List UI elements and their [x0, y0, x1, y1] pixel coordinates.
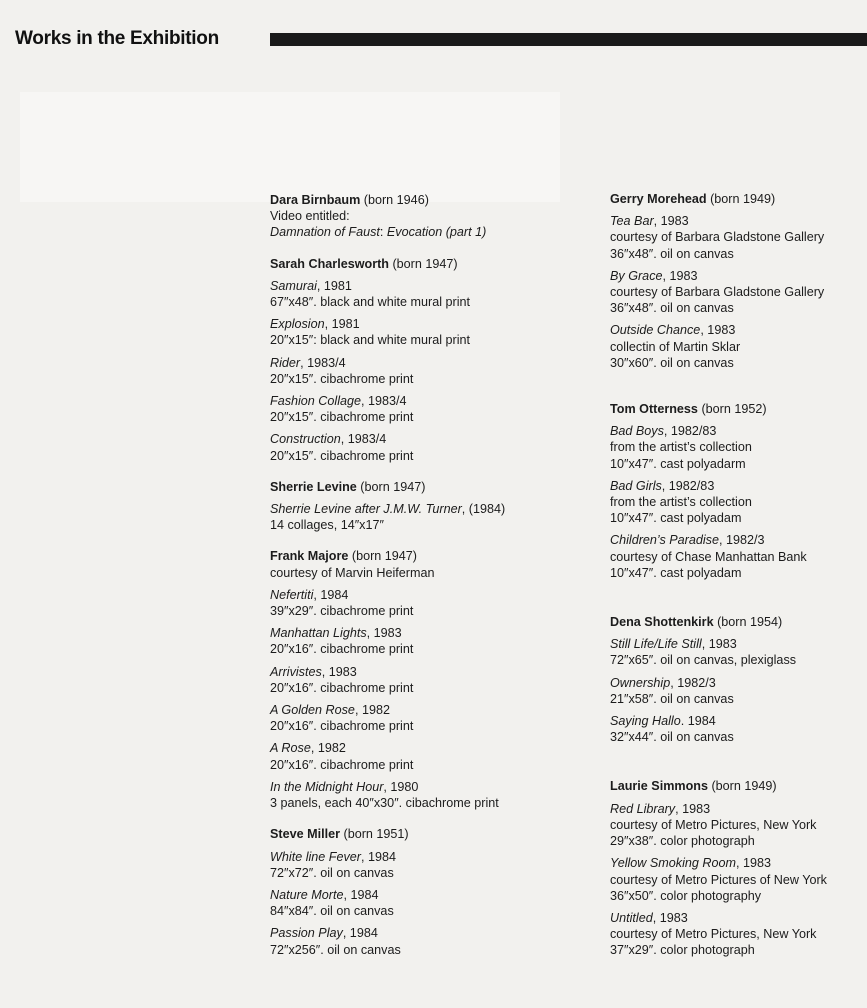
- work-title: White line Fever: [270, 849, 361, 864]
- work-entry: [270, 740, 570, 772]
- work-title: Red Library: [610, 801, 676, 816]
- work-text: collectin of Martin Sklar: [610, 339, 741, 354]
- artist-name: Steve Miller: [270, 827, 340, 842]
- artist-name: Sarah Charlesworth: [270, 256, 389, 271]
- work-entry: [270, 278, 570, 310]
- work-line: [610, 510, 867, 526]
- work-text: , 1981: [324, 317, 360, 332]
- work-line: [610, 729, 867, 745]
- work-line: [610, 494, 867, 510]
- work-title: Evocation (part 1): [386, 225, 487, 240]
- work-line: [270, 501, 570, 517]
- artist-born: (born 1946): [360, 193, 429, 207]
- work-text: , 1984: [343, 887, 379, 902]
- work-text: , 1982: [354, 703, 390, 718]
- artist-name: Tom Otterness: [610, 402, 698, 417]
- work-line: [270, 224, 570, 240]
- work-text: 20″x16″. cibachrome print: [270, 757, 414, 772]
- page-title: Works in the Exhibition: [15, 28, 219, 49]
- work-line: [610, 439, 867, 455]
- work-title: Yellow Smoking Room: [610, 856, 736, 871]
- work-line: [270, 757, 570, 773]
- work-text: 84″x84″. oil on canvas: [270, 904, 394, 919]
- work-line: [270, 795, 570, 811]
- work-entry: [610, 675, 867, 707]
- work-line: [610, 423, 867, 439]
- work-entry: [270, 316, 570, 348]
- work-text: , 1983/4: [340, 432, 387, 447]
- work-line: [610, 478, 867, 494]
- work-text: . 1984: [680, 714, 716, 729]
- work-title: Sherrie Levine after J.M.W. Turner: [270, 502, 462, 517]
- work-text: Video entitled:: [270, 209, 350, 224]
- work-text: 36″x50″. color photography: [610, 888, 762, 903]
- artist-born: (born 1952): [697, 402, 767, 417]
- work-line: [270, 431, 570, 447]
- artist-heading: [270, 192, 570, 208]
- artist-entry: [270, 826, 570, 957]
- work-text: 29″x38″. color photograph: [610, 834, 755, 849]
- work-title: Damnation of Faust: [270, 225, 380, 240]
- work-text: , 1983: [652, 910, 688, 925]
- work-line: [610, 284, 867, 300]
- work-line: [270, 355, 570, 371]
- work-text: 20″x15″: black and white mural print: [270, 333, 471, 348]
- work-text: 20″x15″. cibachrome print: [270, 410, 414, 425]
- artist-entry: [610, 401, 867, 581]
- work-line: [270, 294, 570, 310]
- work-entry: [270, 587, 570, 619]
- work-line: [610, 713, 867, 729]
- work-line: [610, 872, 867, 888]
- work-title: Samurai: [270, 278, 317, 293]
- work-text: from the artist’s collection: [610, 440, 752, 455]
- work-text: courtesy of Metro Pictures, New York: [610, 817, 817, 832]
- work-text: , (1984): [461, 502, 506, 517]
- work-text: courtesy of Marvin Heiferman: [270, 565, 435, 580]
- work-entry: [610, 213, 867, 262]
- work-line: [610, 300, 867, 316]
- work-text: 39″x29″. cibachrome print: [270, 604, 414, 619]
- work-line: [610, 652, 867, 668]
- work-line: [610, 833, 867, 849]
- work-text: , 1982/3: [670, 675, 716, 690]
- work-line: [270, 208, 570, 224]
- works-column-left: [270, 192, 570, 973]
- work-line: [610, 268, 867, 284]
- work-title: Bad Girls: [610, 478, 662, 493]
- artist-entry: [610, 778, 867, 958]
- artist-entry: [610, 614, 867, 745]
- work-text: courtesy of Barbara Gladstone Gallery: [610, 230, 825, 245]
- work-title: A Golden Rose: [270, 703, 355, 718]
- work-text: 21″x58″. oil on canvas: [610, 691, 734, 706]
- page-shade: [20, 92, 560, 202]
- artist-name: Laurie Simmons: [610, 779, 708, 794]
- work-title: Nature Morte: [270, 887, 344, 902]
- work-entry: [270, 431, 570, 463]
- work-text: courtesy of Metro Pictures of New York: [610, 872, 827, 887]
- artist-entry: [610, 191, 867, 371]
- work-text: 72″x72″. oil on canvas: [270, 865, 394, 880]
- work-text: , 1983: [366, 626, 402, 641]
- work-text: 20″x16″. cibachrome print: [270, 680, 414, 695]
- work-line: [270, 702, 570, 718]
- work-entry: [270, 355, 570, 387]
- artist-heading: [610, 191, 867, 207]
- artist-name: Dara Birnbaum: [270, 193, 361, 207]
- work-line: [270, 887, 570, 903]
- artist-heading: [610, 614, 867, 630]
- work-line: [270, 625, 570, 641]
- work-line: [270, 779, 570, 795]
- work-line: [610, 942, 867, 958]
- work-text: , 1984: [313, 587, 349, 602]
- work-line: [270, 942, 570, 958]
- work-text: 72″x65″. oil on canvas, plexiglass: [610, 653, 797, 668]
- work-entry: [610, 801, 867, 850]
- work-entry: [270, 393, 570, 425]
- work-text: , 1983: [736, 856, 772, 871]
- work-text: , 1982: [310, 741, 346, 756]
- work-line: [270, 603, 570, 619]
- work-line: [270, 393, 570, 409]
- artist-heading: [610, 401, 867, 417]
- work-entry: [610, 268, 867, 317]
- work-text: , 1983: [662, 268, 698, 283]
- work-line: [270, 371, 570, 387]
- work-entry: [270, 664, 570, 696]
- works-column-right: [610, 191, 867, 974]
- work-title: Construction: [270, 432, 341, 447]
- work-text: 10″x47″. cast polyadam: [610, 565, 742, 580]
- work-line: [270, 718, 570, 734]
- work-text: , 1981: [316, 278, 352, 293]
- work-line: [270, 278, 570, 294]
- work-entry: [270, 887, 570, 919]
- artist-name: Gerry Morehead: [610, 192, 707, 206]
- work-text: , 1983/4: [300, 355, 346, 370]
- work-text: 37″x29″. color photograph: [610, 943, 755, 958]
- artist-heading: [270, 548, 570, 564]
- work-title: Saying Hallo: [610, 714, 681, 729]
- work-text: 20″x15″. cibachrome print: [270, 448, 414, 463]
- work-line: [610, 888, 867, 904]
- work-title: Passion Play: [270, 926, 343, 941]
- work-entry: [610, 423, 867, 472]
- work-line: [270, 740, 570, 756]
- work-text: , 1984: [342, 926, 378, 941]
- work-text: , 1983: [321, 664, 357, 679]
- work-title: Tea Bar: [610, 214, 654, 229]
- work-line: [270, 448, 570, 464]
- work-line: [270, 565, 570, 581]
- work-text: 20″x16″. cibachrome print: [270, 719, 414, 734]
- work-text: , 1982/3: [718, 533, 765, 548]
- artist-heading: [610, 778, 867, 794]
- work-text: courtesy of Metro Pictures, New York: [610, 927, 817, 942]
- work-line: [610, 817, 867, 833]
- header-rule: [270, 33, 867, 46]
- work-text: , 1984: [361, 849, 397, 864]
- work-title: Still Life/Life Still: [610, 637, 702, 652]
- work-text: 20″x15″. cibachrome print: [270, 371, 414, 386]
- artist-born: (born 1954): [713, 615, 783, 630]
- work-line: [270, 332, 570, 348]
- work-entry: [610, 532, 867, 581]
- work-line: [610, 565, 867, 581]
- work-entry: [610, 322, 867, 371]
- work-text: 10″x47″. cast polyadam: [610, 511, 742, 526]
- work-line: [270, 641, 570, 657]
- work-line: [270, 409, 570, 425]
- artist-entry: [270, 192, 570, 241]
- artist-entry: [270, 479, 570, 534]
- work-text: , 1982/83: [661, 478, 715, 493]
- work-text: 72″x256″. oil on canvas: [270, 942, 401, 957]
- work-line: [610, 456, 867, 472]
- artist-born: (born 1951): [340, 827, 409, 842]
- work-line: [610, 532, 867, 548]
- work-line: [270, 517, 570, 533]
- work-line: [610, 801, 867, 817]
- work-text: , 1983: [701, 637, 737, 652]
- work-line: [610, 636, 867, 652]
- work-title: Fashion Collage: [270, 394, 362, 409]
- work-entry: [610, 713, 867, 745]
- work-line: [610, 549, 867, 565]
- work-text: 10″x47″. cast polyadarm: [610, 456, 746, 471]
- work-title: Children’s Paradise: [610, 533, 719, 548]
- work-title: By Grace: [610, 268, 663, 283]
- work-line: [270, 865, 570, 881]
- work-line: [270, 587, 570, 603]
- work-line: [270, 316, 570, 332]
- work-text: , 1982/83: [663, 424, 717, 439]
- work-title: Bad Boys: [610, 424, 664, 439]
- work-title: Arrivistes: [270, 664, 322, 679]
- artist-born: (born 1949): [706, 192, 776, 206]
- work-text: :: [379, 225, 387, 240]
- work-line: [270, 903, 570, 919]
- work-title: Untitled: [610, 910, 653, 925]
- work-text: , 1983: [675, 801, 711, 816]
- work-line: [610, 322, 867, 338]
- work-entry: [270, 849, 570, 881]
- work-line: [610, 246, 867, 262]
- work-text: 67″x48″. black and white mural print: [270, 295, 471, 310]
- work-entry: [610, 910, 867, 959]
- work-text: , 1983: [700, 323, 736, 338]
- work-entry: [270, 925, 570, 957]
- work-entry: [610, 855, 867, 904]
- work-line: [610, 339, 867, 355]
- work-title: Nefertiti: [270, 587, 314, 602]
- work-title: Outside Chance: [610, 323, 701, 338]
- work-text: 20″x16″. cibachrome print: [270, 642, 414, 657]
- work-text: , 1980: [383, 779, 419, 794]
- artist-heading: [270, 479, 570, 495]
- work-line: [610, 213, 867, 229]
- work-line: [610, 229, 867, 245]
- work-text: from the artist’s collection: [610, 495, 752, 510]
- artist-name: Sherrie Levine: [270, 479, 357, 494]
- work-text: , 1983/4: [361, 394, 407, 409]
- artist-entry: [270, 256, 570, 464]
- work-line: [270, 664, 570, 680]
- work-entry: [610, 636, 867, 668]
- artist-born: (born 1949): [707, 779, 777, 794]
- artist-born: (born 1947): [388, 256, 458, 271]
- work-title: A Rose: [270, 741, 311, 756]
- artist-heading: [270, 826, 570, 842]
- work-text: 36″x48″. oil on canvas: [610, 246, 734, 261]
- work-line: [270, 680, 570, 696]
- work-line: [610, 926, 867, 942]
- work-line: [610, 910, 867, 926]
- work-entry: [270, 625, 570, 657]
- artist-entry: [270, 548, 570, 811]
- work-text: courtesy of Barbara Gladstone Gallery: [610, 285, 825, 300]
- work-entry: [270, 779, 570, 811]
- work-line: [270, 849, 570, 865]
- artist-born: (born 1947): [356, 479, 426, 494]
- artist-name: Frank Majore: [270, 549, 349, 564]
- work-line: [610, 355, 867, 371]
- work-title: Explosion: [270, 317, 325, 332]
- work-text: 14 collages, 14″x17″: [270, 518, 384, 533]
- work-text: , 1983: [653, 214, 689, 229]
- work-title: In the Midnight Hour: [270, 779, 384, 794]
- work-entry: [610, 478, 867, 527]
- work-line: [610, 691, 867, 707]
- work-line: [610, 675, 867, 691]
- work-text: 30″x60″. oil on canvas: [610, 355, 734, 370]
- work-text: courtesy of Chase Manhattan Bank: [610, 549, 807, 564]
- work-text: 36″x48″. oil on canvas: [610, 301, 734, 316]
- work-title: Ownership: [610, 675, 671, 690]
- work-line: [610, 855, 867, 871]
- work-line: [270, 925, 570, 941]
- work-title: Manhattan Lights: [270, 626, 367, 641]
- artist-name: Dena Shottenkirk: [610, 615, 714, 630]
- artist-heading: [270, 256, 570, 272]
- work-title: Rider: [270, 355, 301, 370]
- work-entry: [270, 702, 570, 734]
- work-entry: [270, 501, 570, 533]
- artist-born: (born 1947): [348, 549, 417, 564]
- work-text: 32″x44″. oil on canvas: [610, 730, 734, 745]
- work-text: 3 panels, each 40″x30″. cibachrome print: [270, 796, 499, 811]
